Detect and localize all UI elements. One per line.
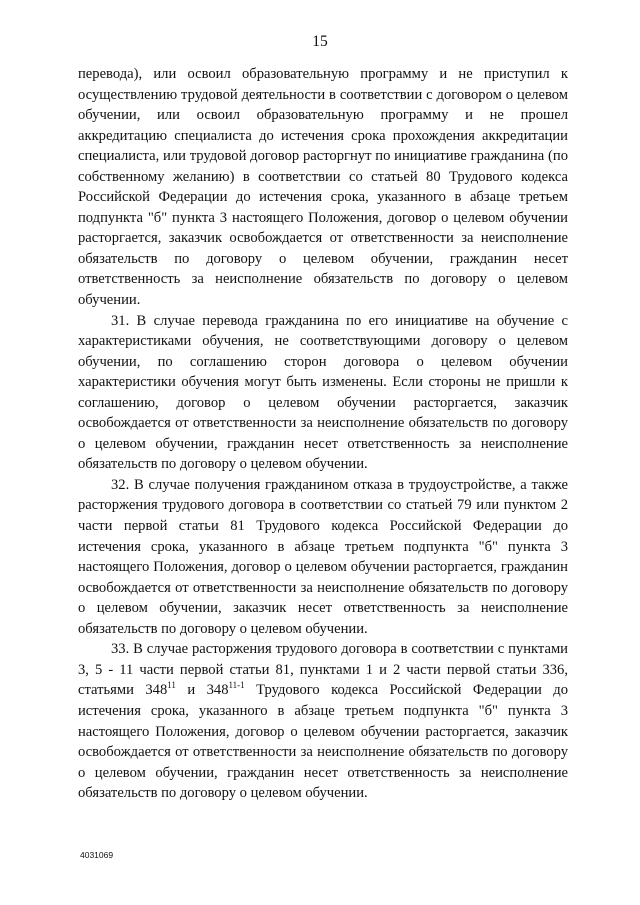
- superscript-11-1: 11-1: [228, 680, 245, 691]
- superscript-11: 11: [167, 680, 176, 691]
- document-code: 4031069: [80, 850, 114, 860]
- page-number: 15: [312, 33, 328, 50]
- paragraph-33-part-3: Трудового кодекса Российской Федерации до истечения срока, указанного в абзаце третьем подпункта "б" пункта 3 настоящего Положения, договор о целевом обучении расторгается, заказчик освобождается от ответственности за неисполнение обязательств по договору о целевом обучении, гражданин несет ответственность за неисполнение обязательств по договору о целевом обучении.: [78, 682, 568, 802]
- paragraph-31: 31. В случае перевода гражданина по его инициативе на обучение с характеристиками обучения, не соответствующими договору о целевом обучении, по соглашению сторон договора о целевом обучении характеристики обучения могут быть изменены. Если стороны не пришли к соглашению, договор о целевом обучении расторгается, заказчик освобождается от ответственности за неисполнение обязательств по договору о целевом обучении, гражданин несет ответственность за неисполнение обязательств по договору о целевом обучении.: [78, 312, 568, 473]
- paragraph-33: [78, 639, 568, 803]
- paragraph-33-part-2: и 348: [175, 682, 229, 699]
- document-body: [78, 64, 568, 804]
- paragraph-33-part-1: 33. В случае расторжения трудового договора в соответствии с пунктами 3, 5 - 11 части первой статьи 81, пунктами 1 и 2 части первой статьи 336, статьями 348: [78, 641, 568, 699]
- paragraph-continuation: перевода), или освоил образовательную программу и не приступил к осуществлению трудовой деятельности в соответствии с договором о целевом обучении, или освоил образовательную программу и не прошел аккредитацию специалиста до истечения срока прохождения аккредитации специалиста, или трудовой договор расторгнут по инициативе гражданина (по собственному желанию) в соответствии со статьей 80 Трудового кодекса Российской Федерации до истечения срока, указанного в абзаце третьем подпункта "б" пункта 3 настоящего Положения, договор о целевом обучении расторгается, заказчик освобождается от ответственности за неисполнение обязательств по договору о целевом обучении, гражданин несет ответственность за неисполнение обязательств по договору о целевом обучении.: [78, 66, 568, 309]
- paragraph-32: 32. В случае получения гражданином отказа в трудоустройстве, а также расторжения трудового договора в соответствии со статьей 79 или пунктом 2 части первой статьи 81 Трудового кодекса Российской Федерации до истечения срока, указанного в абзаце третьем подпункта "б" пункта 3 настоящего Положения, договор о целевом обучении расторгается, гражданин освобождается от ответственности за неисполнение обязательств по договору о целевом обучении, заказчик несет ответственность за неисполнение обязательств по договору о целевом обучении.: [78, 476, 568, 637]
